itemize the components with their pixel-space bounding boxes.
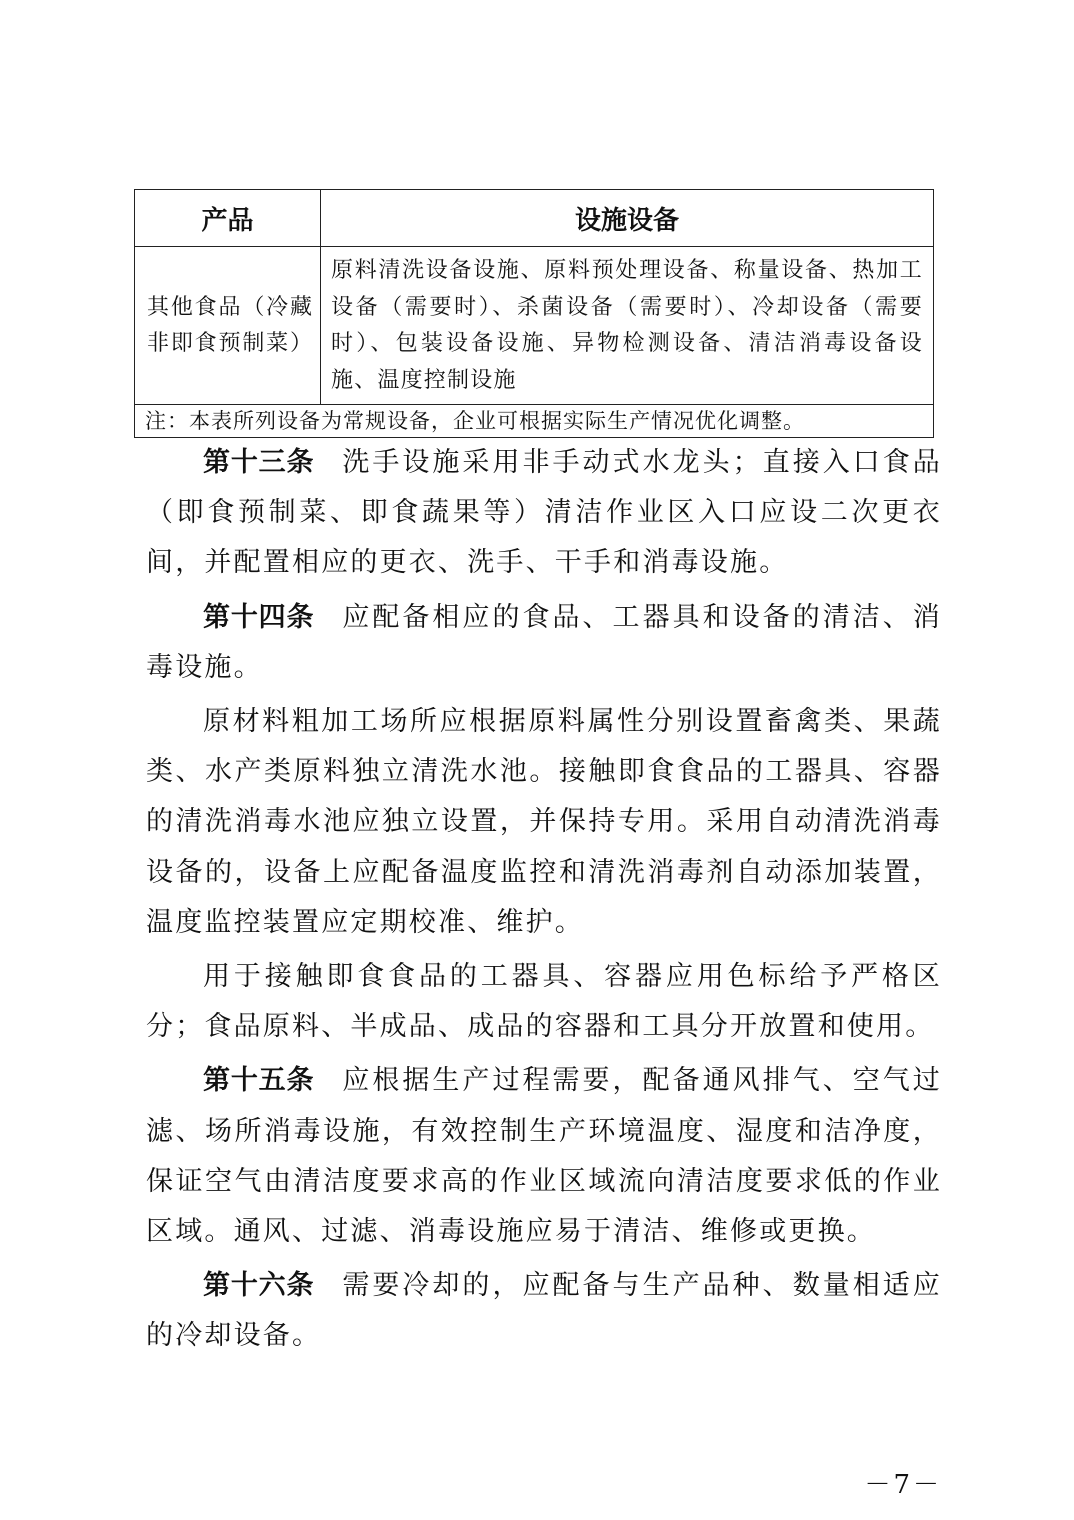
article-14-text: 应配备相应的食品、工器具和设备的清洁、消毒设施。 (146, 601, 943, 683)
article-15 (146, 1056, 942, 1257)
product-cell: 其他食品（冷藏非即食预制菜） (135, 247, 321, 405)
header-equipment: 设施设备 (321, 190, 934, 247)
article-14-title: 第十四条 (203, 601, 315, 633)
article-14 (146, 593, 942, 693)
article-16 (146, 1261, 942, 1361)
article-13-title: 第十三条 (203, 447, 315, 478)
table-note: 注：本表所列设备为常规设备，企业可根据实际生产情况优化调整。 (135, 405, 934, 438)
article-16-title: 第十六条 (203, 1270, 315, 1302)
article-13-text: 洗手设施采用非手动式水龙头；直接入口食品（即食预制菜、即食蔬果等）清洁作业区入口应设二次更衣间，并配置相应的更衣、洗手、干手和消毒设施。 (146, 447, 943, 579)
article-15-title: 第十五条 (203, 1065, 315, 1097)
article-16-text: 需要冷却的，应配备与生产品种、数量相适应的冷却设备。 (146, 1270, 943, 1352)
table-row (135, 247, 934, 405)
article-14-paragraph-2: 原材料粗加工场所应根据原料属性分别设置畜禽类、果蔬类、水产类原料独立清洗水池。接触即食食品的工器具、容器的清洗消毒水池应独立设置，并保持专用。采用自动清洗消毒设备的，设备上应配备温度监控和清洗消毒剂自动添加装置，温度监控装置应定期校准、维护。 (146, 706, 942, 938)
header-product: 产品 (135, 190, 321, 247)
table-note-row (135, 405, 934, 438)
page-number: －7－ (864, 1470, 942, 1500)
equipment-table (134, 189, 934, 438)
article-15-text: 应根据生产过程需要，配备通风排气、空气过滤、场所消毒设施，有效控制生产环境温度、湿度和洁净度，保证空气由清洁度要求高的作业区域流向清洁度要求低的作业区域。通风、过滤、消毒设施应易于清洁、维修或更换。 (146, 1065, 943, 1248)
body-text (146, 438, 942, 1366)
article-13 (146, 438, 942, 589)
article-14-paragraph-3: 用于接触即食食品的工器具、容器应用色标给予严格区分；食品原料、半成品、成品的容器和工具分开放置和使用。 (146, 961, 942, 1043)
equipment-cell: 原料清洗设备设施、原料预处理设备、称量设备、热加工设备（需要时）、杀菌设备（需要时）、冷却设备（需要时）、包装设备设施、异物检测设备、清洁消毒设备设施、温度控制设施 (321, 247, 934, 405)
table-header-row (135, 190, 934, 247)
